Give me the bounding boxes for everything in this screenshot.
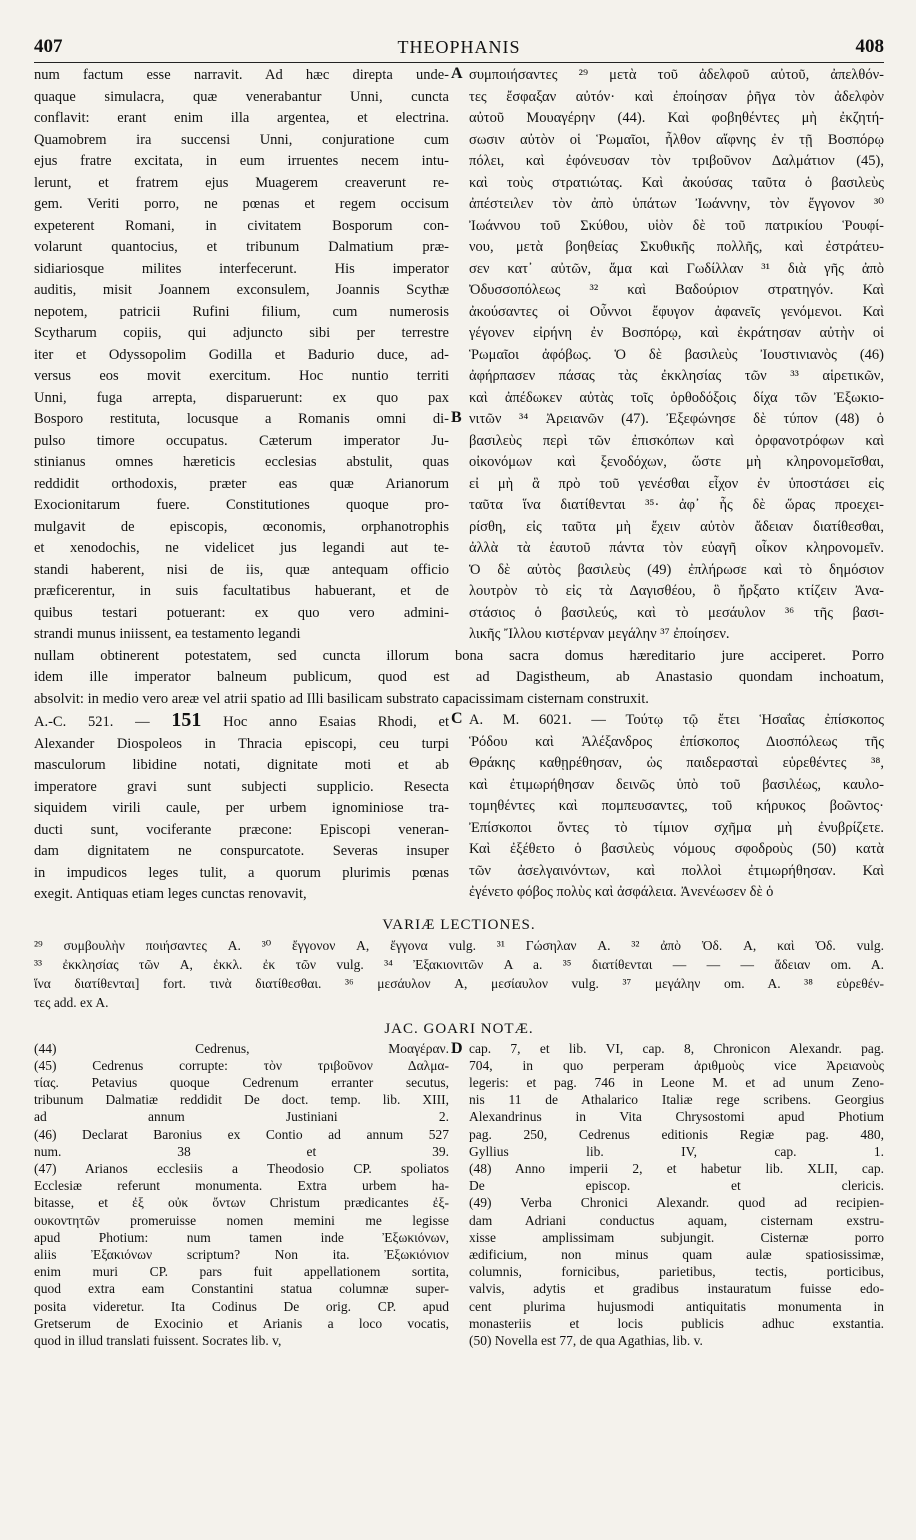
latin-line: nepotem, patricii Rufini filium, cum numerosis xyxy=(34,303,449,320)
heading-text: Hoc anno Esaias Rhodi, et xyxy=(223,714,449,730)
greek-line: γέγονεν εἰρήνη ἐν Βοσπόρῳ, καὶ ἐκράτησαν αὐτὴν οἱ xyxy=(469,325,884,341)
greek-line: τες ἔσφαξαν αὐτόν· καὶ ἐποίησαν ῥῆγα τὸν ἀδελφὸν xyxy=(469,88,884,105)
top-columns xyxy=(34,65,884,646)
note-line: Gyllius lib. IV, cap. 1. xyxy=(469,1143,884,1159)
note-line: columnis, fornicibus, parietibus, tectis, porticibus, xyxy=(469,1264,884,1280)
latin-line: nullam obtinerent potestatem, sed cuncta illorum bona sacra domus hæreditario jure acciperet. Porro xyxy=(34,647,884,664)
notes-right-column xyxy=(469,1040,884,1350)
latin-line: strandi munus iniissent, ea testamento legandi xyxy=(34,626,301,642)
note-line: quod in illud translati fuissent. Socrates lib. v, xyxy=(34,1332,282,1348)
greek-line: Ἰωάννου τοῦ Σκύθου, υἱὸν δὲ τοῦ πατρικίου Ῥουφί- xyxy=(469,217,884,234)
note-line: cap. 7, et lib. VI, cap. 8, Chronicon Alexandr. pag. xyxy=(469,1040,884,1056)
greek-entry-heading: A. M. 6021. — Τούτῳ τῷ ἔτει Ἡσαΐας ἐπίσκοπος xyxy=(469,712,884,728)
note-line: valvis, adytis et gradibus instauratum fuisse edo- xyxy=(469,1281,884,1297)
margin-marker-a: A xyxy=(451,65,463,82)
greek-line: σωσιν αὐτὸν οἱ Ῥωμαῖοι, ἦλθον αἴφνης ἐν τῇ Βοσπόρῳ xyxy=(469,131,884,148)
latin-line: exegit. Antiquas etiam leges cunctas renovavit, xyxy=(34,886,307,902)
greek-line: Ὀδυσσοπόλεως ³² καὶ Βαδούριον στρατηγόν. Καὶ xyxy=(469,282,884,298)
latin-entry-heading xyxy=(34,710,449,734)
greek-line: ἀλλὰ τὰ ἑαυτοῦ πάντα τὸν εὐαγῆ οἶκον κληρονομεῖν. xyxy=(469,540,884,556)
latin-line: Bosporo restituta, locusque a Romanis omni di- xyxy=(34,411,449,427)
middle-columns xyxy=(34,710,884,906)
running-title: THEOPHANIS xyxy=(397,37,521,57)
note-line: nis 11 de Athalarico Italiæ rege scribens. Georgius xyxy=(469,1092,884,1108)
greek-line: νιτῶν ³⁴ Ἀρειανῶν (47). Ἐξεφώνησε δὲ τύπον (48) ὁ xyxy=(469,411,884,427)
note-line: monasteriis et locis publicis adhuc exstantia. xyxy=(469,1315,884,1331)
latin-line: stinianus omnes hæreticis ecclesias abstulit, quas xyxy=(34,454,449,470)
latin-line: iter et Odyssopolim Godilla et Badurio duce, ad- xyxy=(34,346,449,363)
latin-line: Scytharum copiis, qui adjuncto sibi per terrestre xyxy=(34,325,449,341)
note-line: Alexandrinus in Vita Chrysostomi apud Photium xyxy=(469,1109,884,1125)
latin-line: versus eos movit exercitum. Hoc nuntio territi xyxy=(34,368,449,384)
greek-line: καὶ ἀπέδωκεν αὐτὰς τοῖς ὀρθοδόξοις δίχα τῶν Ἐξωκιο- xyxy=(469,389,884,406)
greek-line: εἰ μὴ ἃ πρὸ τοῦ γενέσθαι εἶχον ἐν ὑποστάσει εἰς xyxy=(469,475,884,492)
latin-line: auditis, misit Joannem exconsulem, Joannis Scythæ xyxy=(34,282,449,298)
greek-line: ἀπέστειλεν τὸν ἀπὸ ὑπάτων Ἰωάννην, τὸν ἔγγονον ³⁰ xyxy=(469,196,884,212)
latin-line: quibus testari potuerant: ex quo vero admini- xyxy=(34,604,449,621)
greek-line: Καὶ ἐξέθετο ὁ βασιλεὺς νόμους σφοδροὺς (50) κατὰ xyxy=(469,841,884,857)
greek-line: στάσιος ὁ βασιλεύς, καὶ τὸ μεσάυλον ³⁶ τῆς βασι- xyxy=(469,604,884,621)
greek-line: τῶν ἀσελγαινόντων, καὶ πολλοὶ ἐτιμωρήθησαν. Καὶ xyxy=(469,862,884,879)
latin-line: conflavit: erant enim illa argentea, et electrina. xyxy=(34,110,449,126)
variant-reading-line: ἵνα διατίθενται] fort. τινὰ διατίθεσθαι. ³⁶ μεσάυλον A, μεσίαυλον vulg. ³⁷ μεγάλην om. A. ³⁸ εὑρεθέν- xyxy=(34,975,884,991)
note-line: (45) Cedrenus corrupte: τὸν τριβοῦνον Δαλμα- xyxy=(34,1057,449,1073)
greek-line: αὐτοῦ Μουαγέρην (44). Καὶ φοβηθέντες μὴ ἐκζητή- xyxy=(469,110,884,126)
variant-reading-line: ²⁹ συμβουλὴν ποιήσαντες A. ³⁰ ἔγγονον A, ἔγγονα vulg. ³¹ Γώσηλαν A. ³² ἀπὸ Ὀδ. A, καὶ Ὀδ. vulg. xyxy=(34,937,884,953)
note-line: (50) Novella est 77, de qua Agathias, lib. v. xyxy=(469,1332,703,1348)
margin-marker-d: D xyxy=(451,1039,463,1057)
latin-line: lerunt, et fratrem ejus Muagerem creaverunt re- xyxy=(34,174,449,191)
latin-line: in impudicos leges tulit, a quorum plurimis pœnas xyxy=(34,864,449,881)
note-line: xisse amplissimam subjungit. Cisternæ porro xyxy=(469,1229,884,1245)
note-line: num. 38 et 39. xyxy=(34,1143,449,1159)
variae-lectiones-title: VARIÆ LECTIONES. xyxy=(382,916,536,933)
note-line: De episcop. et clericis. xyxy=(469,1178,884,1194)
latin-line: absolvit: in medio vero areæ vel atrii spatio ad Illi basilicam substrato capacissimam cisternam construxit. xyxy=(34,690,649,707)
note-line: aliis Ἐξακιόνων scriptum? Non ita. Ἐξωκιόνιον xyxy=(34,1246,449,1262)
latin-line: masculorum libidine notati, dignitate moti et ab xyxy=(34,757,449,773)
variae-lectiones xyxy=(34,936,884,1012)
notes-left-column xyxy=(34,1040,449,1350)
latin-entry-column xyxy=(34,710,449,906)
note-line: ad annum Justiniani 2. xyxy=(34,1109,449,1125)
greek-line: Ὁ δὲ αὐτὸς βασιλεὺς (49) ἐπλήρωσε καὶ τὸ δημόσιον xyxy=(469,561,884,578)
note-line: cent plurima hujusmodi antiquitatis monumenta in xyxy=(469,1298,884,1314)
latin-line: standi haberent, nisi de iis, quæ antequam officio xyxy=(34,561,449,578)
latin-line: mulgavit de episcopis, œconomis, orphanotrophis xyxy=(34,518,449,535)
greek-line: βασιλεὺς περὶ τῶν ἐπισκόπων καὶ ὀρφανοτρόφων καὶ xyxy=(469,432,884,449)
greek-line: τομηθέντες καὶ πομπευσαντες, τοῦ κήρυκος βοῶντος· xyxy=(469,798,884,814)
anno-christi: A.-C. 521. — xyxy=(34,714,150,730)
notes-columns xyxy=(34,1040,884,1350)
variant-reading-line: ³³ ἐκκλησίας τῶν A, ἐκκλ. ἐκ τῶν vulg. ³⁴ Ἐξακιονιτῶν A a. ³⁵ διατίθενται — — — ἄδειαν om. A. xyxy=(34,956,884,972)
note-line: (49) Verba Chronici Alexandr. quod ad recipien- xyxy=(469,1195,884,1211)
greek-line: Ῥόδου καὶ Ἀλέξανδρος ἐπίσκοπος Διοσπόλεως τῆς xyxy=(469,733,884,750)
note-line: legeris: et pag. 746 in Leone M. et ad unum Zeno- xyxy=(469,1074,884,1090)
note-line: posita videretur. Ita Codinus De orig. CP. apud xyxy=(34,1298,449,1314)
notae-title: JAC. GOARI NOTÆ. xyxy=(384,1020,534,1037)
note-line: τίας. Petavius quoque Cedrenum erranter secutus, xyxy=(34,1074,449,1090)
note-line: enim muri CP. pars fuit appellationem sortita, xyxy=(34,1264,449,1280)
note-line: bitasse, et ἐξ οὐκ ὄντων Christum prædicantes ἐξ- xyxy=(34,1195,449,1211)
latin-line: præficerentur, in suis facultatibus habuerant, et de xyxy=(34,583,449,599)
latin-line: et xenodochis, ne videlicet jus legandi aut te- xyxy=(34,540,449,556)
note-line: pag. 250, Cedrenus editionis Regiæ pag. 480, xyxy=(469,1126,884,1142)
latin-line: ejus fratre excitata, in eum irruentes necem intu- xyxy=(34,153,449,169)
latin-line: volarunt quantocius, et tribunum Dalmatium præ- xyxy=(34,239,449,255)
margin-marker-c: C xyxy=(451,710,463,727)
latin-line: Alexander Diospoleos in Thracia episcopi, ceu turpi xyxy=(34,735,449,752)
greek-line: οἰκονόμων καὶ ξενοδόχων, ὥστε μὴ κληρονομεῖσθαι, xyxy=(469,454,884,470)
note-line: (47) Arianos ecclesiis a Theodosio CP. spoliatos xyxy=(34,1160,449,1176)
latin-line: siquidem virili caule, per urbem ignominiose tra- xyxy=(34,800,449,816)
note-line: (44) Cedrenus, Μοαγέραν. xyxy=(34,1040,449,1056)
greek-line: ρίσθη, εἰς ταῦτα μὴ ἔχειν αὐτὸν ἄδειαν διατίθεσθαι, xyxy=(469,518,884,535)
page-header xyxy=(34,36,884,63)
latin-line: imperatore gravi sunt subjecti supplicio. Resecta xyxy=(34,778,449,795)
latin-line: dam dignitatem ne conspurcatote. Severas insuper xyxy=(34,843,449,859)
note-line: tribunum Dalmatiæ reddidit De doct. temp. lib. XIII, xyxy=(34,1092,449,1108)
latin-column xyxy=(34,65,449,646)
latin-line: expeterent Romani, in civitatem Bosporum con- xyxy=(34,217,449,234)
margin-marker-b: B xyxy=(451,409,462,426)
note-line: quod extra eam Constantini statua columnæ super- xyxy=(34,1281,449,1297)
greek-line: συμποιήσαντες ²⁹ μετὰ τοῦ ἀδελφοῦ αὐτοῦ, ἀπελθόν- xyxy=(469,67,884,83)
latin-line: quaque simulacra, quæ venerabantur Unni, cuncta xyxy=(34,88,449,105)
note-line: dam Adriani conductus aquam, cisternam exstru- xyxy=(469,1212,884,1228)
latin-line: ducti sunt, vociferante præcone: Episcopi veneran- xyxy=(34,821,449,838)
greek-entry-lines xyxy=(469,732,884,904)
greek-line: καὶ ἐτιμωρήθησαν δεινῶς ὑπὸ τοῦ βασιλέως, καυλο- xyxy=(469,776,884,793)
latin-line: sidiariosque milites interfecerunt. His imperator xyxy=(34,260,449,277)
greek-line: πόλει, καὶ ἐφόνευσαν τὸν τριβοῦνον Δαλμάτιον (45), xyxy=(469,153,884,169)
latin-line: idem ille imperator balneum publicum, quod est ad Dagistheum, ab Anastasio quondam inchoatum, xyxy=(34,669,884,685)
note-line: apud Photium: num tamen inde Ἐξωκιόνων, xyxy=(34,1229,449,1245)
note-line: Ecclesiæ referunt monumenta. Extra urbem ha- xyxy=(34,1178,449,1194)
greek-line: νου, μετὰ βοηθείας Σκυθικῆς πολλῆς, καὶ ἐστράτευ- xyxy=(469,239,884,255)
latin-line: reddidit orthodoxis, præter eas quæ Arianorum xyxy=(34,475,449,492)
greek-column xyxy=(469,65,884,646)
latin-line: Unni, fuga arrepta, disparuerunt: ex quo pax xyxy=(34,389,449,406)
latin-line: gem. Veriti porro, ne pœnas et regem occisum xyxy=(34,196,449,212)
greek-line: ἐγένετο φόβος πολὺς καὶ ἀσφάλεια. Ἀνενέωσεν δὲ ὁ xyxy=(469,884,774,900)
greek-line: Ἐπίσκοποι ὄντες τὸ τίμιον σχῆμα μὴ ἐνυβρίζετε. xyxy=(469,819,884,836)
greek-line: καὶ τοὺς στρατιώτας. Καὶ ἀκούσας ταῦτα ὁ βασιλεὺς xyxy=(469,174,884,191)
note-line: 704, in quo perperam ἀριθμοὺς vice Ἀρειανοὺς xyxy=(469,1057,884,1073)
note-line: Gretserum de Exocinio et Arianis a loco vocatis, xyxy=(34,1315,449,1331)
greek-line: ἀκούσαντες οἱ Οὖννοι ἔφυγον ἀφανεῖς γενόμενοι. Καὶ xyxy=(469,303,884,320)
greek-line: ταῦτα ἵνα διατίθενται ³⁵· ἀφ᾽ ἧς δὲ ὥρας προεχει- xyxy=(469,497,884,513)
right-page-number: 408 xyxy=(855,36,884,57)
note-line: ædificium, non minus quam aulæ spatiosissimæ, xyxy=(469,1246,884,1262)
left-page-number: 407 xyxy=(34,36,63,57)
note-line: (48) Anno imperii 2, et habetur lib. XLII, cap. xyxy=(469,1160,884,1176)
latin-line: pulso timore occupatus. Cæterum imperator Ju- xyxy=(34,432,449,449)
latin-entry-lines xyxy=(34,734,449,906)
greek-line: σεν κατ᾽ αὐτῶν, ἅμα καὶ Γωδίλλαν ³¹ διὰ γῆς ἀπὸ xyxy=(469,260,884,277)
section-number: 151 xyxy=(171,710,202,731)
greek-line: λικῆς Ἴλλου κιστέρναν μεγάλην ³⁷ ἐποίησεν. xyxy=(469,626,730,642)
latin-line: Exocionitarum fuere. Constitutiones quoque pro- xyxy=(34,497,449,513)
greek-line: Ῥωμαῖοι ἀφόβως. Ὁ δὲ βασιλεὺς Ἰουστινιανὸς (46) xyxy=(469,346,884,363)
document-page xyxy=(34,36,884,1349)
latin-line: num factum esse narravit. Ad hæc direpta unde- xyxy=(34,67,449,83)
greek-line: ἀφήρπασεν πάσας τὰς ἐκκλησίας τῶν ³³ αἱρετικῶν, xyxy=(469,368,884,384)
greek-line: λουτρὸν τὸ εἰς τὰ Δαγισθέου, ὃ ἤρξατο κτίζειν Ἀνα- xyxy=(469,583,884,599)
greek-entry-column xyxy=(469,710,884,906)
latin-line: Quamobrem ira succensi Unni, conjuratione cum xyxy=(34,131,449,148)
greek-line: Θράκης καθῃρέθησαν, ὡς παιδερασταὶ εὑρεθέντες ³⁸, xyxy=(469,755,884,771)
note-line: (46) Declarat Baronius ex Contio ad annum 527 xyxy=(34,1126,449,1142)
full-width-latin xyxy=(34,646,884,711)
note-line: ουκοντητῶν promeruisse nomen memini me legisse xyxy=(34,1212,449,1228)
variant-reading-line: τες add. ex A. xyxy=(34,994,109,1010)
